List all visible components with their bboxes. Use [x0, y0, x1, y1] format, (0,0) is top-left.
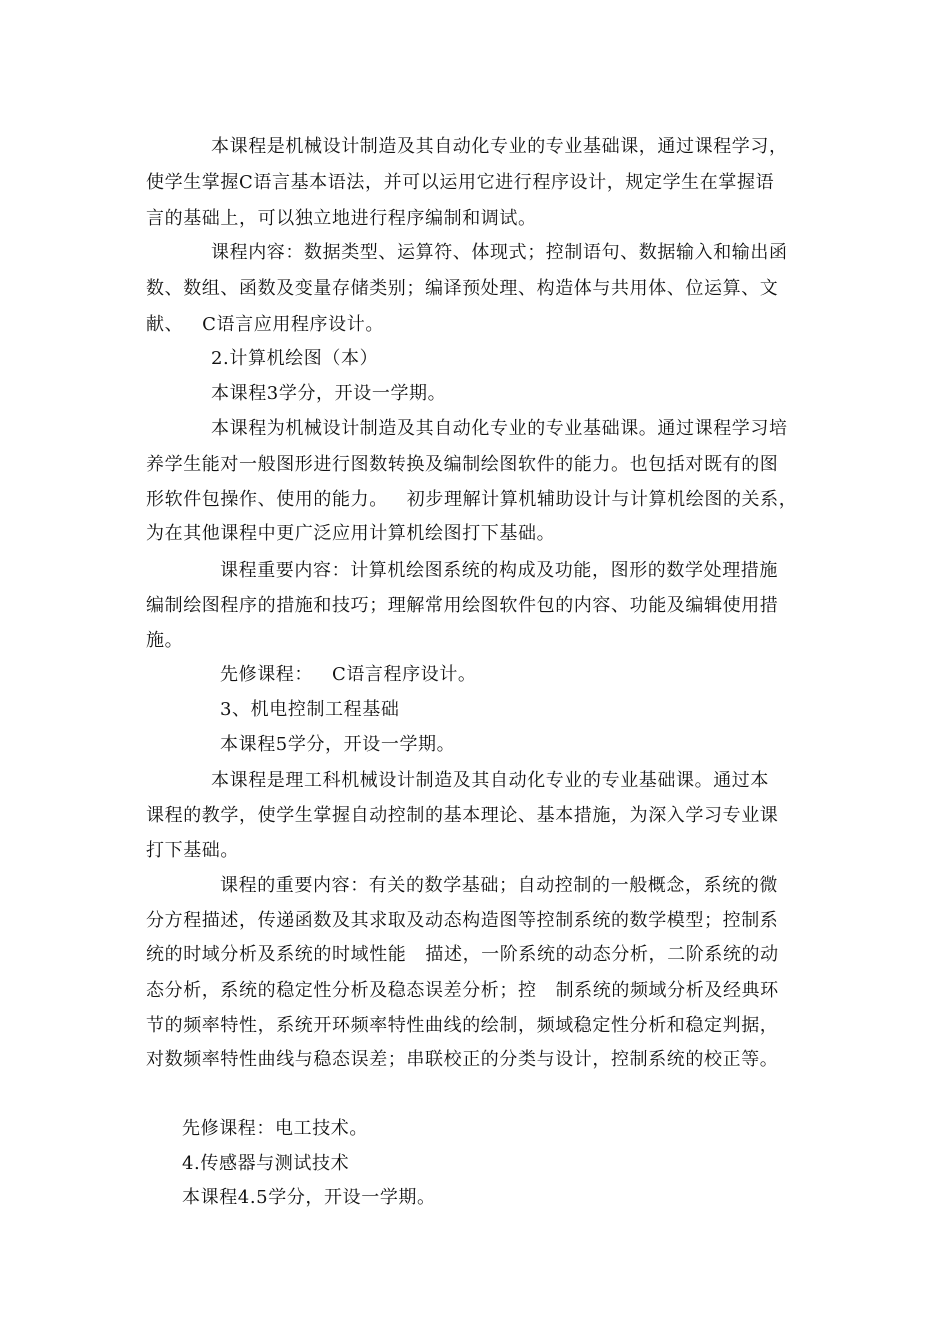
text-line: 对数频率特性曲线与稳态误差；串联校正的分类与设计，控制系统的校正等。: [146, 1049, 779, 1070]
section-heading: 3、机电控制工程基础: [220, 699, 400, 720]
text-line: 数、数组、函数及变量存储类别；编译预处理、构造体与共用体、位运算、文: [146, 278, 779, 299]
text-line: 本课程5学分，开设一学期。: [220, 734, 456, 755]
section-heading: 4.传感器与测试技术: [182, 1153, 350, 1174]
text-line: 态分析，系统的稳定性分析及稳态误差分析；控 制系统的频域分析及经典环: [146, 980, 779, 1001]
text-line: 献、 C语言应用程序设计。: [146, 314, 384, 335]
text-line: 养学生能对一般图形进行图数转换及编制绘图软件的能力。也包括对既有的图: [146, 454, 779, 475]
text-line: 打下基础。: [146, 840, 239, 861]
text-line: 分方程描述，传递函数及其求取及动态构造图等控制系统的数学模型；控制系: [146, 910, 779, 931]
text-line: 言的基础上，可以独立地进行程序编制和调试。: [146, 208, 537, 229]
text-line: 本课程是机械设计制造及其自动化专业的专业基础课，通过课程学习，: [211, 136, 788, 157]
text-line: 课程的教学，使学生掌握自动控制的基本理论、基本措施，为深入学习专业课: [146, 805, 779, 826]
text-line: 本课程为机械设计制造及其自动化专业的专业基础课。通过课程学习培: [211, 418, 788, 439]
text-line: 形软件包操作、使用的能力。 初步理解计算机辅助设计与计算机绘图的关系，: [146, 489, 798, 510]
text-line: 使学生掌握C语言基本语法，并可以运用它进行程序设计，规定学生在掌握语: [146, 172, 775, 193]
text-line: 统的时域分析及系统的时域性能 描述，一阶系统的动态分析，二阶系统的动: [146, 944, 779, 965]
text-line: 课程重要内容：计算机绘图系统的构成及功能，图形的数学处理措施: [220, 560, 778, 581]
text-line: 本课程是理工科机械设计制造及其自动化专业的专业基础课。通过本: [211, 770, 769, 791]
text-line: 先修课程： C语言程序设计。: [220, 664, 477, 685]
text-line: 本课程3学分，开设一学期。: [211, 383, 447, 404]
text-line: 节的频率特性，系统开环频率特性曲线的绘制，频域稳定性分析和稳定判据，: [146, 1015, 779, 1036]
text-line: 施。: [146, 630, 184, 651]
section-heading: 2.计算机绘图（本）: [211, 348, 379, 369]
text-line: 课程的重要内容：有关的数学基础；自动控制的一般概念，系统的微: [220, 875, 778, 896]
text-line: 先修课程：电工技术。: [182, 1118, 368, 1139]
text-line: 编制绘图程序的措施和技巧；理解常用绘图软件包的内容、功能及编辑使用措: [146, 595, 779, 616]
text-line: 本课程4.5学分，开设一学期。: [182, 1187, 436, 1208]
text-line: 为在其他课程中更广泛应用计算机绘图打下基础。: [146, 523, 556, 544]
text-line: 课程内容：数据类型、运算符、体现式；控制语句、数据输入和输出函: [211, 242, 788, 263]
